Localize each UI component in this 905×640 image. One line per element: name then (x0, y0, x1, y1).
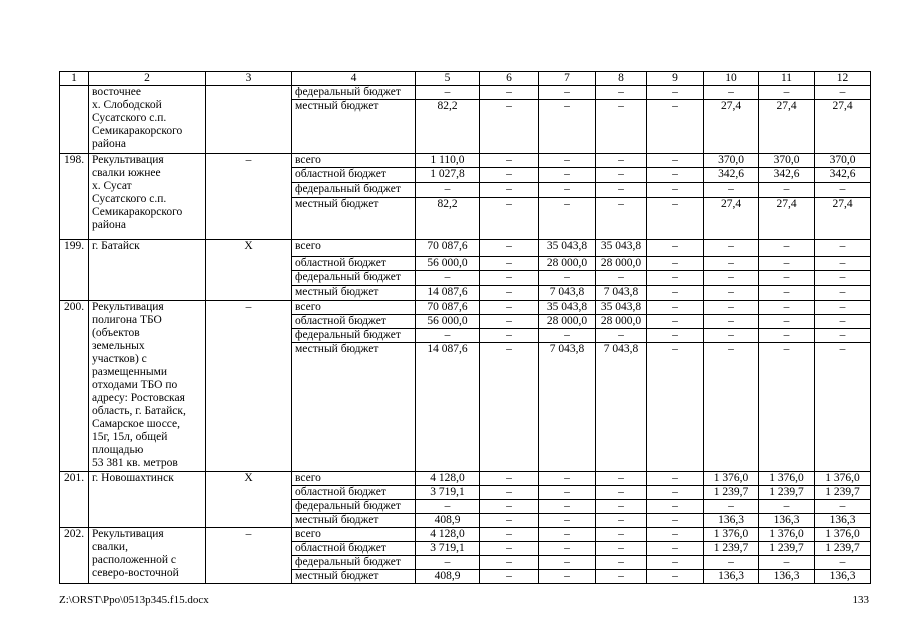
amount-cell: – (539, 570, 596, 584)
amount-cell: 27,4 (704, 100, 759, 154)
amount-cell: – (815, 329, 871, 343)
amount-cell: – (759, 240, 815, 257)
amount-cell: 3 719,1 (416, 486, 480, 500)
amount-cell: 1 376,0 (759, 528, 815, 542)
funding-source: местный бюджет (292, 570, 416, 584)
funding-source: федеральный бюджет (292, 500, 416, 514)
amount-cell: 7 043,8 (539, 343, 596, 472)
amount-cell: – (480, 86, 539, 100)
amount-cell: 136,3 (815, 514, 871, 528)
amount-cell: – (480, 315, 539, 329)
amount-cell: – (647, 472, 704, 486)
amount-cell: – (539, 183, 596, 198)
amount-cell: 1 239,7 (704, 486, 759, 500)
amount-cell: – (647, 257, 704, 271)
amount-cell: – (416, 271, 480, 286)
amount-cell: – (704, 86, 759, 100)
amount-cell: 136,3 (759, 570, 815, 584)
amount-cell: – (480, 271, 539, 286)
amount-cell: – (704, 556, 759, 570)
amount-cell: – (647, 183, 704, 198)
amount-cell: 35 043,8 (539, 301, 596, 315)
header-cell: 6 (480, 72, 539, 86)
header-cell: 9 (647, 72, 704, 86)
header-cell: 11 (759, 72, 815, 86)
amount-cell: – (759, 286, 815, 301)
amount-cell: – (480, 154, 539, 168)
amount-cell: 28 000,0 (596, 315, 647, 329)
header-cell: 1 (60, 72, 89, 86)
amount-cell: 27,4 (759, 198, 815, 240)
amount-cell: – (647, 343, 704, 472)
amount-cell: – (480, 286, 539, 301)
amount-cell: – (539, 100, 596, 154)
amount-cell: 14 087,6 (416, 343, 480, 472)
amount-cell: – (539, 486, 596, 500)
amount-cell: 370,0 (704, 154, 759, 168)
object-name: восточнее х. Слободской Сусатского с.п. Семикаракорского района (89, 86, 206, 154)
table-row (60, 528, 871, 542)
amount-cell: 1 239,7 (759, 486, 815, 500)
amount-cell: 27,4 (704, 198, 759, 240)
amount-cell: – (647, 528, 704, 542)
amount-cell: – (647, 329, 704, 343)
amount-cell: 136,3 (815, 570, 871, 584)
amount-cell: – (759, 271, 815, 286)
funding-source: местный бюджет (292, 198, 416, 240)
table-body (60, 86, 871, 584)
amount-cell: – (647, 542, 704, 556)
col3-value: – (206, 528, 292, 584)
amount-cell: – (647, 168, 704, 183)
amount-cell: – (815, 183, 871, 198)
amount-cell: 27,4 (815, 100, 871, 154)
amount-cell: 408,9 (416, 514, 480, 528)
amount-cell: 35 043,8 (596, 301, 647, 315)
amount-cell: – (704, 329, 759, 343)
amount-cell: 1 376,0 (704, 528, 759, 542)
amount-cell: – (647, 86, 704, 100)
amount-cell: – (596, 154, 647, 168)
funding-source: областной бюджет (292, 542, 416, 556)
amount-cell: – (596, 500, 647, 514)
amount-cell: – (815, 343, 871, 472)
amount-cell: – (480, 556, 539, 570)
amount-cell: – (815, 556, 871, 570)
object-name: Рекультивация свалки, расположенной с северо-восточной (89, 528, 206, 584)
amount-cell: 136,3 (759, 514, 815, 528)
table-row (60, 240, 871, 257)
header-row (60, 72, 871, 86)
amount-cell: 342,6 (704, 168, 759, 183)
amount-cell: – (759, 183, 815, 198)
funding-source: всего (292, 301, 416, 315)
amount-cell: – (759, 257, 815, 271)
amount-cell: – (596, 271, 647, 286)
amount-cell: 3 719,1 (416, 542, 480, 556)
col3-value: – (206, 154, 292, 240)
col3-value: – (206, 301, 292, 472)
amount-cell: – (759, 500, 815, 514)
funding-source: федеральный бюджет (292, 329, 416, 343)
amount-cell: – (596, 329, 647, 343)
amount-cell: – (416, 183, 480, 198)
amount-cell: – (596, 528, 647, 542)
amount-cell: – (704, 315, 759, 329)
funding-source: всего (292, 240, 416, 257)
amount-cell: – (596, 570, 647, 584)
amount-cell: 4 128,0 (416, 528, 480, 542)
file-path: Z:\ORST\Ppo\0513p345.f15.docx (59, 594, 209, 606)
amount-cell: 1 376,0 (815, 472, 871, 486)
amount-cell: 1 027,8 (416, 168, 480, 183)
amount-cell: – (539, 329, 596, 343)
amount-cell: – (759, 343, 815, 472)
page-number: 133 (852, 594, 869, 606)
row-number: 200. (60, 301, 89, 472)
amount-cell: – (596, 100, 647, 154)
row-number: 202. (60, 528, 89, 584)
amount-cell: – (480, 168, 539, 183)
amount-cell: 408,9 (416, 570, 480, 584)
funding-source: областной бюджет (292, 168, 416, 183)
amount-cell: – (596, 198, 647, 240)
amount-cell: – (539, 542, 596, 556)
amount-cell: – (704, 240, 759, 257)
amount-cell: – (704, 183, 759, 198)
amount-cell: – (416, 329, 480, 343)
amount-cell: – (480, 198, 539, 240)
amount-cell: 136,3 (704, 570, 759, 584)
amount-cell: – (596, 556, 647, 570)
amount-cell: – (480, 329, 539, 343)
amount-cell: 35 043,8 (539, 240, 596, 257)
amount-cell: 27,4 (759, 100, 815, 154)
table-row (60, 154, 871, 168)
amount-cell: – (815, 257, 871, 271)
amount-cell: – (704, 500, 759, 514)
funding-source: федеральный бюджет (292, 271, 416, 286)
header-cell: 2 (89, 72, 206, 86)
row-number: 201. (60, 472, 89, 528)
amount-cell: – (815, 500, 871, 514)
amount-cell: 1 376,0 (704, 472, 759, 486)
amount-cell: – (647, 500, 704, 514)
amount-cell: – (539, 86, 596, 100)
object-name: г. Батайск (89, 240, 206, 301)
amount-cell: 70 087,6 (416, 301, 480, 315)
amount-cell: – (539, 514, 596, 528)
amount-cell: – (480, 472, 539, 486)
amount-cell: – (759, 86, 815, 100)
row-number: 199. (60, 240, 89, 301)
amount-cell: 7 043,8 (596, 286, 647, 301)
amount-cell: – (759, 315, 815, 329)
amount-cell: – (647, 556, 704, 570)
amount-cell: – (759, 556, 815, 570)
header-cell: 4 (292, 72, 416, 86)
amount-cell: 1 239,7 (815, 486, 871, 500)
amount-cell: – (416, 86, 480, 100)
col3-value: Х (206, 240, 292, 301)
amount-cell: – (759, 301, 815, 315)
amount-cell: – (539, 500, 596, 514)
funding-source: федеральный бюджет (292, 556, 416, 570)
amount-cell: 4 128,0 (416, 472, 480, 486)
amount-cell: – (647, 315, 704, 329)
funding-source: местный бюджет (292, 286, 416, 301)
amount-cell: 82,2 (416, 100, 480, 154)
amount-cell: – (647, 486, 704, 500)
amount-cell: – (647, 240, 704, 257)
amount-cell: – (539, 198, 596, 240)
amount-cell: – (596, 183, 647, 198)
amount-cell: 56 000,0 (416, 315, 480, 329)
amount-cell: – (480, 514, 539, 528)
amount-cell: – (539, 168, 596, 183)
amount-cell: – (815, 86, 871, 100)
amount-cell: 28 000,0 (539, 257, 596, 271)
amount-cell: – (704, 343, 759, 472)
header-cell: 3 (206, 72, 292, 86)
amount-cell: – (480, 240, 539, 257)
header-cell: 10 (704, 72, 759, 86)
amount-cell: 27,4 (815, 198, 871, 240)
amount-cell: – (596, 472, 647, 486)
amount-cell: 1 376,0 (815, 528, 871, 542)
amount-cell: – (596, 86, 647, 100)
amount-cell: 28 000,0 (539, 315, 596, 329)
funding-source: всего (292, 528, 416, 542)
table-row (60, 86, 871, 100)
funding-source: местный бюджет (292, 343, 416, 472)
funding-source: всего (292, 154, 416, 168)
amount-cell: – (480, 570, 539, 584)
amount-cell: – (647, 570, 704, 584)
row-number: 198. (60, 154, 89, 240)
amount-cell: 342,6 (759, 168, 815, 183)
amount-cell: 7 043,8 (596, 343, 647, 472)
header-cell: 7 (539, 72, 596, 86)
amount-cell: – (704, 286, 759, 301)
amount-cell: – (647, 286, 704, 301)
row-number (60, 86, 89, 154)
amount-cell: – (416, 556, 480, 570)
object-name: Рекультивация полигона ТБО (объектов земельных участков) с размещенными отходами ТБО по адресу: Ростовская область, г. Батайск, Самарское шоссе, 15г, 15л, общей площадью 53 381 кв. метров (89, 301, 206, 472)
amount-cell: – (539, 528, 596, 542)
amount-cell: – (539, 472, 596, 486)
object-name: Рекультивация свалки южнее х. Сусат Сусатского с.п. Семикаракорского района (89, 154, 206, 240)
amount-cell: – (647, 514, 704, 528)
amount-cell: – (596, 514, 647, 528)
funding-source: областной бюджет (292, 315, 416, 329)
amount-cell: – (647, 100, 704, 154)
amount-cell: 14 087,6 (416, 286, 480, 301)
amount-cell: 82,2 (416, 198, 480, 240)
amount-cell: 1 239,7 (815, 542, 871, 556)
funding-source: областной бюджет (292, 486, 416, 500)
amount-cell: 7 043,8 (539, 286, 596, 301)
amount-cell: 136,3 (704, 514, 759, 528)
amount-cell: – (480, 301, 539, 315)
amount-cell: 1 239,7 (759, 542, 815, 556)
amount-cell: – (480, 486, 539, 500)
amount-cell: – (480, 528, 539, 542)
amount-cell: – (596, 168, 647, 183)
amount-cell: – (647, 198, 704, 240)
amount-cell: – (647, 301, 704, 315)
amount-cell: – (647, 271, 704, 286)
amount-cell: 35 043,8 (596, 240, 647, 257)
amount-cell: – (815, 301, 871, 315)
header-cell: 12 (815, 72, 871, 86)
amount-cell: – (480, 257, 539, 271)
header-cell: 5 (416, 72, 480, 86)
amount-cell: 342,6 (815, 168, 871, 183)
amount-cell: – (596, 542, 647, 556)
amount-cell: 28 000,0 (596, 257, 647, 271)
col3-value: Х (206, 472, 292, 528)
budget-table (59, 71, 871, 584)
amount-cell: – (704, 301, 759, 315)
amount-cell: – (539, 271, 596, 286)
amount-cell: 370,0 (815, 154, 871, 168)
funding-source: местный бюджет (292, 100, 416, 154)
amount-cell: – (480, 100, 539, 154)
amount-cell: – (416, 500, 480, 514)
amount-cell: – (539, 556, 596, 570)
amount-cell: – (480, 183, 539, 198)
amount-cell: – (704, 257, 759, 271)
amount-cell: – (815, 286, 871, 301)
amount-cell: – (815, 240, 871, 257)
amount-cell: 1 239,7 (704, 542, 759, 556)
funding-source: всего (292, 472, 416, 486)
amount-cell: 1 110,0 (416, 154, 480, 168)
amount-cell: 70 087,6 (416, 240, 480, 257)
funding-source: местный бюджет (292, 514, 416, 528)
amount-cell: – (759, 329, 815, 343)
table-row (60, 472, 871, 486)
amount-cell: – (480, 500, 539, 514)
col3-value (206, 86, 292, 154)
amount-cell: – (480, 542, 539, 556)
amount-cell: 56 000,0 (416, 257, 480, 271)
amount-cell: 1 376,0 (759, 472, 815, 486)
amount-cell: – (596, 486, 647, 500)
amount-cell: – (815, 315, 871, 329)
amount-cell: – (539, 154, 596, 168)
amount-cell: – (704, 271, 759, 286)
header-cell: 8 (596, 72, 647, 86)
amount-cell: 370,0 (759, 154, 815, 168)
amount-cell: – (647, 154, 704, 168)
funding-source: федеральный бюджет (292, 86, 416, 100)
amount-cell: – (480, 343, 539, 472)
amount-cell: – (815, 271, 871, 286)
funding-source: федеральный бюджет (292, 183, 416, 198)
object-name: г. Новошахтинск (89, 472, 206, 528)
table-row (60, 301, 871, 315)
funding-source: областной бюджет (292, 257, 416, 271)
